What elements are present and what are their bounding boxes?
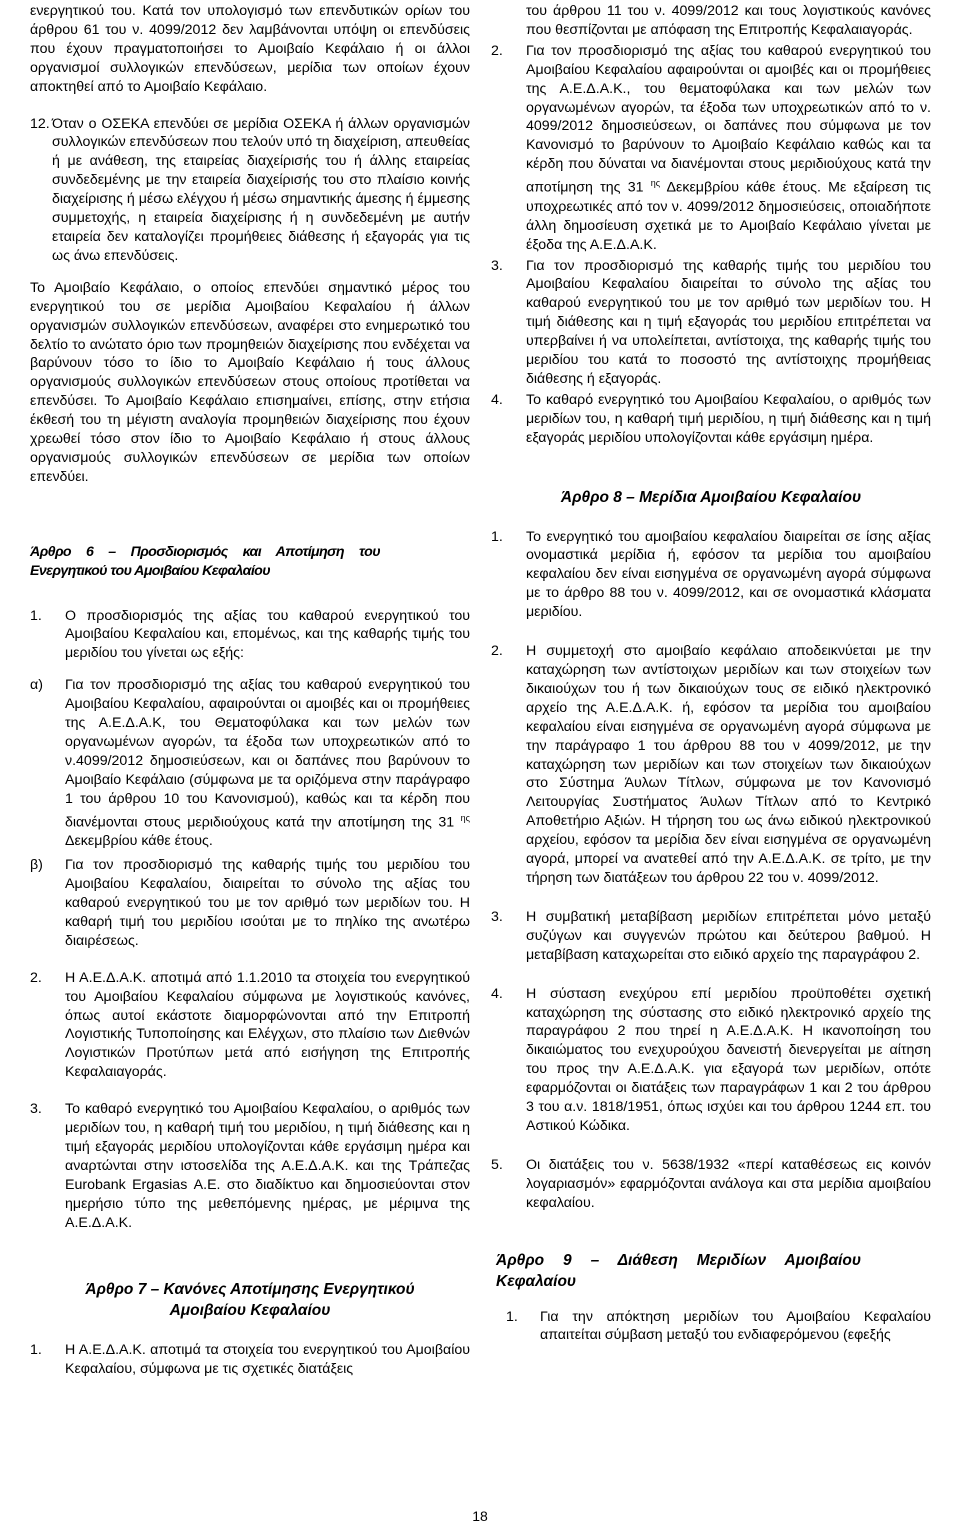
article-6-item-1 [30, 607, 470, 664]
article-8-item-3 [491, 908, 931, 965]
article-6-item-b-text: Για τον προσδιορισμό της καθαρής τιμής του μεριδίου του Αμοιβαίου Κεφαλαίου, διαιρείται το σύνολο της αξίας του καθαρού ενεργητικού του με τον αριθμό των μεριδίων του. Η καθαρή τιμή του μεριδίου ισούται με το πηλίκο της ανωτέρω διαιρέσεως. [65, 857, 470, 949]
article-6-item-3 [30, 1100, 470, 1232]
article-6-heading: Άρθρο 6 – Προσδιορισμός και Αποτίμηση του Ενεργητικού του Αμοιβαίου Κεφαλαίου [30, 543, 380, 579]
article-8-item-2-number: 2. [491, 643, 503, 660]
right-item-2-end: Δεκεμβρίου κάθε έτους. Με εξαίρεση τις υποχρεωτικές από τον ν. 4099/2012 δημοσιεύσεις, οποιαδήποτε άλλη δημοσίευση σχετικά με το Αμοιβαίο Κεφάλαιο γίνεται με έξοδα της Α.Ε.Δ.Α.Κ. [526, 179, 932, 253]
article-8-heading: Άρθρο 8 – Μερίδια Αμοιβαίου Κεφαλαίου [560, 488, 862, 506]
article-6-item-a-text [65, 676, 470, 851]
article-7-item-1-text: Η Α.Ε.Δ.Α.Κ. αποτιμά τα στοιχεία του ενεργητικού του Αμοιβαίου Κεφαλαίου, σύμφωνα με τις σχετικές διατάξεις [65, 1342, 470, 1378]
page-number: 18 [472, 1508, 488, 1524]
article-9-item-1-number: 1. [506, 1308, 518, 1325]
article-8-item-4-text: Η σύσταση ενεχύρου επί μεριδίου προϋποθέτει σχετική καταχώρηση της σύστασης στο ειδικό ηλεκτρονικό αρχείο της παραγράφου 2 που τηρεί η Α.Ε.Δ.Α.Κ. Η ικανοποίηση του δικαιώματος του ενεχυρούχου δανειστή διενεργείται με αίτηση του προς την Α.Ε.Δ.Α.Κ. για εξαγορά των μεριδίων, οπότε εφαρμόζονται οι διατάξεις των παραγράφων 1 και 2 του άρθρου 3 του α.ν. 1818/1951, όπως ισχύει και του άρθρου 1244 επ. του Αστικού Κώδικα. [526, 985, 931, 1134]
article-6-item-b [30, 856, 470, 951]
article-6-item-2-text: Η Α.Ε.Δ.Α.Κ. αποτιμά από 1.1.2010 τα στοιχεία του ενεργητικού του Αμοιβαίου Κεφαλαίου σύμφωνα με λογιστικούς κανόνες, όπως αυτοί εκάστοτε διαμορφώνονται από την Επιτροπή Λογιστικής Τυποποίησης και Ελέγχων, στο πλαίσιο των Διεθνών Λογιστικών Προτύπων μετά από εισήγηση της Επιτροπής Κεφαλαιαγοράς. [65, 969, 470, 1081]
intro-paragraph: ενεργητικού του. Κατά τον υπολογισμό των επενδυτικών ορίων του άρθρου 61 του ν. 4099/2012 δεν λαμβάνονται υπόψη οι επενδύσεις που έχουν πραγματοποιήσει το Αμοιβαίο Κεφάλαιο ή οι άλλοι οργανισμοί συλλογικών επενδύσεων, μερίδια των οποίων έχουν αποκτηθεί από το Αμοιβαίο Κεφάλαιο. [30, 3, 470, 95]
article-8-item-2 [491, 642, 931, 888]
right-column [491, 0, 931, 1345]
article-9-item-1-text: Για την απόκτηση μεριδίων του Αμοιβαίου Κεφαλαίου απαιτείται σύμβαση μεταξύ του ενδιαφερόμενου (εφεξής [540, 1308, 931, 1344]
article-8-item-3-text: Η συμβατική μεταβίβαση μεριδίων επιτρέπεται μόνο μεταξύ συζύγων και συγγενών πρώτου και δεύτερου βαθμού. Η μεταβίβαση καταχωρείται στο ειδικό αρχείο της παραγράφου 2. [526, 908, 931, 963]
article-7-item-1-number: 1. [30, 1342, 42, 1359]
left-column [30, 0, 470, 1379]
article-8-item-1 [491, 528, 931, 623]
paragraph-12-number: 12. [30, 115, 50, 132]
right-item-4-number: 4. [491, 391, 503, 408]
article-6-item-3-text: Το καθαρό ενεργητικό του Αμοιβαίου Κεφαλαίου, ο αριθμός των μεριδίων του, η καθαρή τιμή του μεριδίου, η τιμή διάθεσης και η τιμή εξαγοράς μεριδίου υπολογίζονται κάθε εργάσιμη ημέρα και αναρτώνται στην ιστοσελίδα της Α.Ε.Δ.Α.Κ. και της Τράπεζας Eurobank Ergasias Α.Ε. στο διαδίκτυο και δημοσιεύονται στον ημερήσιο τύπο της μεθεπόμενης ημέρας, με μέριμνα της Α.Ε.Δ.Α.Κ. [65, 1101, 470, 1231]
article-7-heading: Άρθρο 7 – Κανόνες Αποτίμησης Ενεργητικού Αμοιβαίου Κεφαλαίου [85, 1281, 415, 1320]
right-item-4-text: Το καθαρό ενεργητικό του Αμοιβαίου Κεφαλαίου, ο αριθμός των μεριδίων του, η καθαρή τιμή μεριδίου, η τιμή διάθεσης και η τιμή εξαγοράς μεριδίου υπολογίζονται κάθε εργάσιμη ημέρα. [526, 391, 931, 446]
article-6-item-3-number: 3. [30, 1101, 42, 1118]
article-6-item-2-number: 2. [30, 969, 42, 986]
article-8-item-1-text: Το ενεργητικό του αμοιβαίου κεφαλαίου διαιρείται σε ίσης αξίας ονομαστικά μερίδια ή, εφόσον τα μερίδια του αμοιβαίου κεφαλαίου δεν είναι εισηγμένα σε οργανωμένη αγορά σύμφωνα με το άρθρο 88 του ν. 4099/2012, και σε ονομαστικά κλάσματα μεριδίου. [526, 528, 931, 621]
article-7-item-1 [30, 1341, 470, 1379]
article-6-item-1-number: 1. [30, 607, 42, 624]
article-9-item-1 [491, 1308, 931, 1346]
superscript-ordinal: ης [650, 178, 661, 189]
article-8-item-2-text: Η συμμετοχή στο αμοιβαίο κεφάλαιο αποδεικνύεται με την καταχώρηση των αντίστοιχων μεριδίων και των στοιχείων των δικαιούχων του ή των δικαιούχων τους σε ειδικό ηλεκτρονικό αρχείο της Α.Ε.Δ.Α.Κ. ή, εφόσον τα μερίδια του αμοιβαίου κεφαλαίου είναι εισηγμένα σε οργανωμένη αγορά σύμφωνα με την παράγραφο 1 του άρθρου 88 του ν 4099/2012, με την καταχώρηση των μεριδίων και των στοιχείων των δικαιούχων στο Σύστημα Άυλων Τίτλων, σύμφωνα με τον Κανονισμό Λειτουργίας Συστήματος Άυλων Τίτλων από το Κεντρικό Αποθετήριο Αξιών. Η τήρηση του ως άνω ειδικού ηλεκτρονικού αρχείου, εφόσον τα μερίδια δεν είναι εισηγμένα σε οργανωμένη αγορά, μπορεί να ανατεθεί από την Α.Ε.Δ.Α.Κ. σε τρίτο, με την τήρηση των διατάξεων του άρθρου 22 του ν. 4099/2012. [526, 643, 931, 886]
article-8-item-5-number: 5. [491, 1156, 503, 1173]
paragraph-12-text: Όταν ο ΟΣΕΚΑ επενδύει σε μερίδια ΟΣΕΚΑ ή άλλων οργανισμών συλλογικών επενδύσεων που τελούν υπό τη διαχείριση, απευθείας ή με ανάθεση, της εταιρείας διαχείρισής του ή άλλης εταιρείας συνδεδεμένης με την εταιρεία διαχείρισής του στο πλαίσιο κοινής διαχείρισης ή μέσω ελέγχου ή μέσω σημαντικής άμεσης ή έμμεσης συμμετοχής, η εταιρεία διαχείρισης ή η συνδεδεμένη με αυτήν εταιρεία δεν καταλογίζει προμήθειες διάθεσης ή εξαγοράς για τις ως άνω επενδύσεις. [52, 115, 470, 264]
article-8-item-1-number: 1. [491, 528, 503, 545]
article-6-item-b-label: β) [30, 857, 43, 874]
superscript-ordinal: ης [460, 812, 470, 823]
right-item-2-body: Για τον προσδιορισμό της αξίας του καθαρού ενεργητικού του Αμοιβαίου Κεφαλαίου αφαιρούνται οι αμοιβές και οι προμήθειες της Α.Ε.Δ.Α.Κ., του θεματοφύλακα και των μελών των οργανωμένων αγορών, τα έξοδα των υποχρεωτικών από το ν. 4099/2012 δημοσιεύσεων, οι δαπάνες που σύμφωνα με τον Κανονισμό το βαρύνουν το Αμοιβαίο Κεφάλαιο καθώς και τα κέρδη που δύναται να διανέμονται στους μεριδιούχους κατά την αποτίμηση της 31 [526, 42, 931, 196]
article-6-item-2 [30, 969, 470, 1082]
right-item-2-number: 2. [491, 42, 503, 59]
fund-of-funds-paragraph: Το Αμοιβαίο Κεφάλαιο, ο οποίος επενδύει σημαντικό μέρος του ενεργητικού του σε μερίδια Αμοιβαίου Κεφαλαίου ή άλλων οργανισμών συλλογικών επενδύσεων, αναφέρει στο ενημερωτικό του δελτίο το ανώτατο όριο των προμηθειών διαχείρισης που ενδέχεται να βαρύνουν τόσο το ίδιο το Αμοιβαίο Κεφάλαιο ή τους άλλους οργανισμούς συλλογικών επενδύσεων στους οποίους προτίθεται να επενδύσει. Το Αμοιβαίο Κεφάλαιο επισημαίνει, επίσης, στην ετήσια έκθεσή του τη μέγιστη αναλογία προμηθειών διαχείρισης που έχουν χρεωθεί τόσο στον ίδιο το Αμοιβαίο Κεφάλαιο ή στους άλλους οργανισμούς συλλογικών επενδύσεων σε μερίδια των οποίων επενδύει. [30, 279, 470, 485]
right-item-2 [491, 42, 931, 255]
article-6-item-a-body: Για τον προσδιορισμό της αξίας του καθαρού ενεργητικού του Αμοιβαίου Κεφαλαίου, αφαιρούνται οι αμοιβές και οι προμήθειες της Α.Ε.Δ.Α.Κ, του Θεματοφύλακα και των μελών των οργανωμένων αγορών, τα έξοδα των υποχρεωτικών από το ν.4099/2012 δημοσιεύσεων, και οι δαπάνες που βαρύνουν το Αμοιβαίο Κεφάλαιο (σύμφωνα με τα οριζόμενα στην παράγραφο 1 του άρθρου 10 του Κανονισμού), καθώς και τα κέρδη που διανέμονται στους μεριδιούχους κατά την αποτίμηση της 31 [65, 677, 470, 831]
article-6-item-1-text: Ο προσδιορισμός της αξίας του καθαρού ενεργητικού του Αμοιβαίου Κεφαλαίου και, επομένως, και της καθαρής τιμής του μεριδίου του γίνεται ως εξής: [65, 607, 470, 662]
paragraph-12 [30, 115, 470, 266]
continued-paragraph: του άρθρου 11 του ν. 4099/2012 και τους λογιστικούς κανόνες που θεσπίζονται με απόφαση της Επιτροπής Κεφαλαιαγοράς. [526, 3, 931, 38]
right-item-2-text [526, 42, 931, 255]
article-9-heading: Άρθρο 9 – Διάθεση Μεριδίων Αμοιβαίου Κεφαλαίου [496, 1251, 861, 1290]
right-item-3-number: 3. [491, 257, 503, 274]
article-6-item-a [30, 676, 470, 851]
article-8-item-5-text: Οι διατάξεις του ν. 5638/1932 «περί καταθέσεως εις κοινόν λογαριασμόν» εφαρμόζονται ανάλογα και στα μερίδια αμοιβαίου κεφαλαίου. [526, 1156, 931, 1211]
article-8-item-4 [491, 985, 931, 1136]
article-8-item-5 [491, 1156, 931, 1213]
right-item-4 [491, 391, 931, 448]
article-6-item-a-end: Δεκεμβρίου κάθε έτους. [65, 833, 213, 850]
article-6-item-a-label: α) [30, 677, 43, 694]
right-item-3 [491, 257, 931, 389]
article-8-item-3-number: 3. [491, 908, 503, 925]
article-8-item-4-number: 4. [491, 985, 503, 1002]
right-item-3-text: Για τον προσδιορισμό της καθαρής τιμής του μεριδίου του Αμοιβαίου Κεφαλαίου διαιρείται το σύνολο της αξίας του καθαρού ενεργητικού του με τον αριθμό των μεριδίων του. Η τιμή διάθεσης και η τιμή εξαγοράς του μεριδίου επιτρέπεται να υπερβαίνει ή να υπολείπεται, αντίστοιχα, της καθαρής τιμής του μεριδίου του κατά το ποσοστό της αντίστοιχης προμήθειας διάθεσης ή εξαγοράς. [526, 257, 931, 387]
